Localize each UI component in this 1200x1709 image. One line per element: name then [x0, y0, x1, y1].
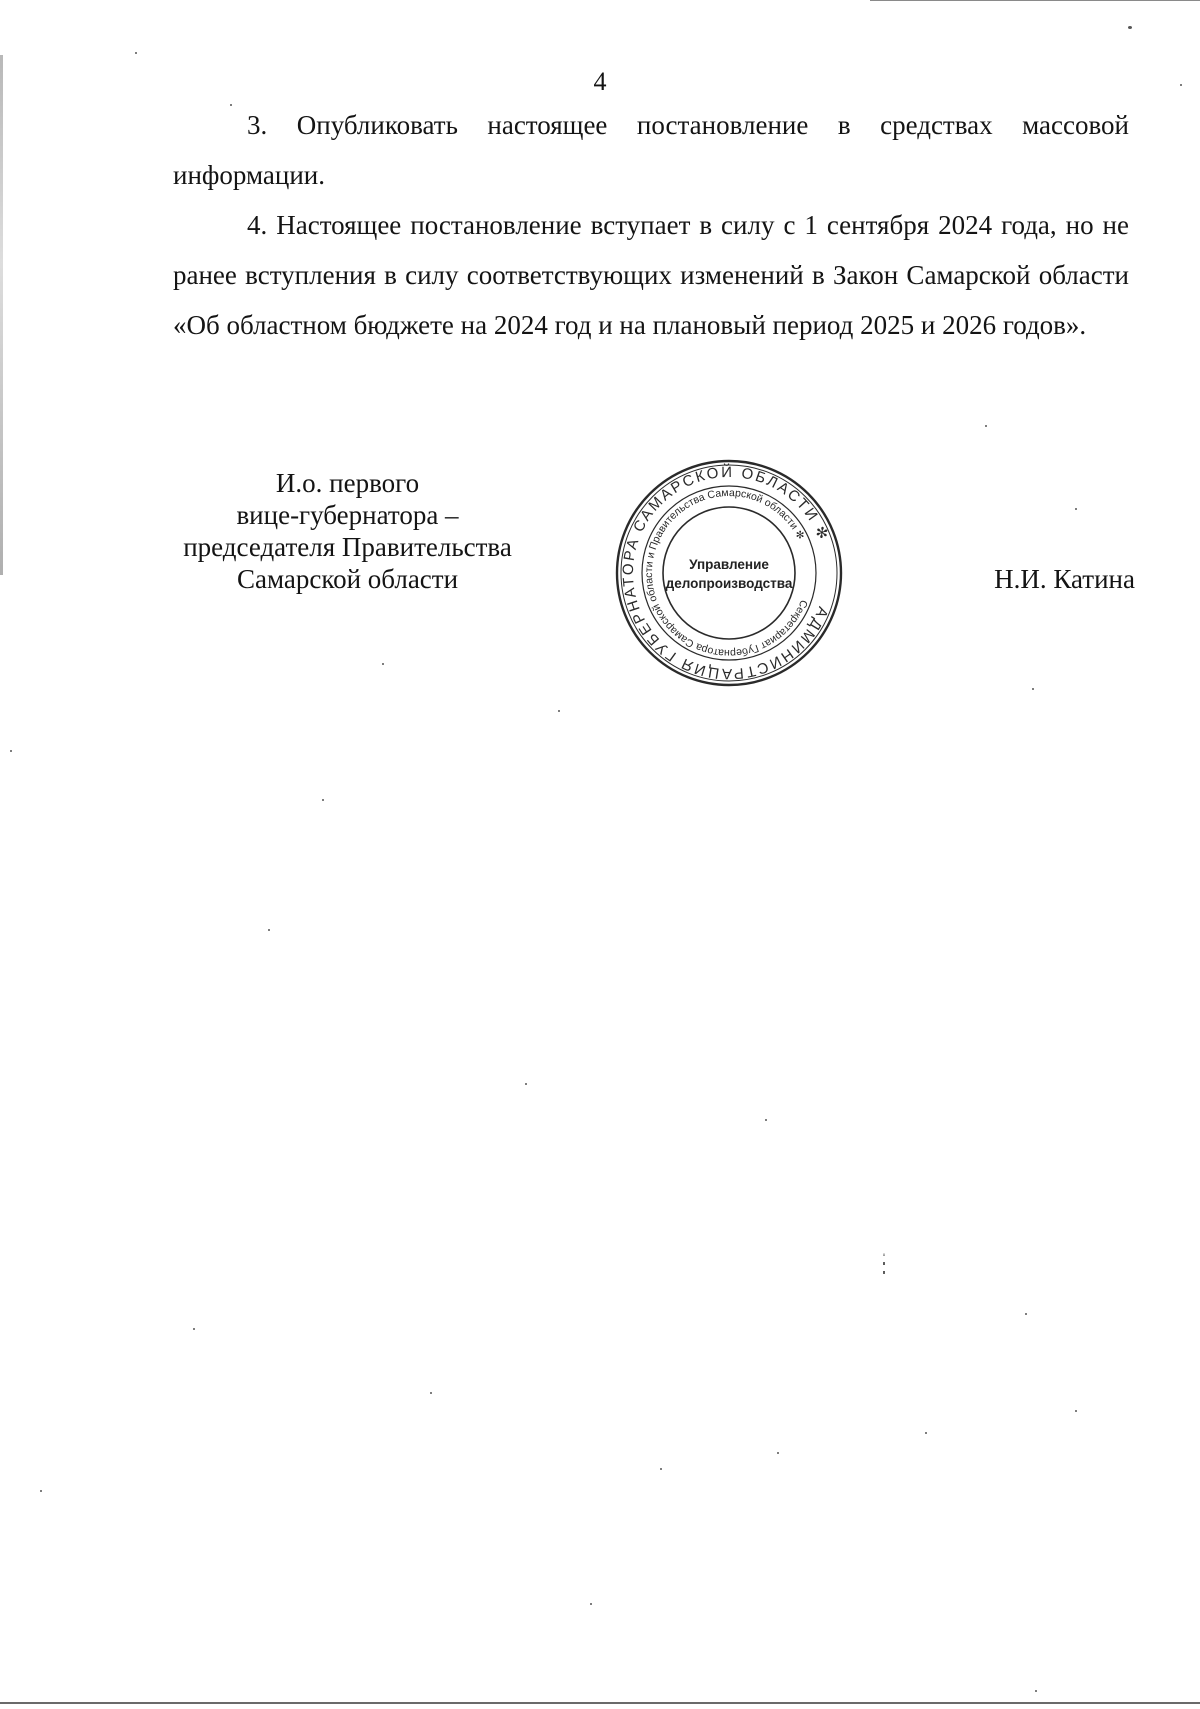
scan-speck: [322, 799, 324, 801]
scan-speck: [765, 1119, 767, 1121]
scan-speck: [135, 52, 137, 54]
scan-speck: [525, 1083, 527, 1085]
seal-outer-text-path: АДМИНИСТРАЦИЯ ГУБЕРНАТОРА САМАРСКОЙ ОБЛАСТИ ✻: [619, 463, 833, 683]
scan-speck: [10, 750, 12, 752]
seal-center-line-2: делопроизводства: [665, 576, 793, 591]
paragraph-3: 3. Опубликовать настоящее постановление в средствах массовой информации.: [173, 110, 1129, 190]
seal-inner-text-path: Секретариат Губернатора Самарской области и Правительства Самарской области ✻: [642, 486, 810, 660]
official-seal: [614, 458, 844, 688]
scan-speck: [382, 663, 384, 665]
scan-speck: [1035, 1690, 1037, 1692]
seal-inner-text: [643, 487, 810, 659]
scan-edge-bottom: [0, 1702, 1200, 1704]
scan-speck: [883, 1253, 885, 1283]
signatory-position-line: И.о. первого: [275, 468, 420, 498]
seal-inner-ring: [663, 507, 795, 639]
scan-edge-left: [0, 55, 3, 575]
scan-speck: [985, 425, 987, 427]
page-number: 4: [593, 67, 607, 96]
seal-middle-ring: [642, 486, 816, 660]
scan-speck: [1032, 688, 1034, 690]
scan-speck: [1075, 1410, 1077, 1412]
scan-speck: [1128, 26, 1132, 29]
signatory-name: Н.И. Катина: [994, 564, 1135, 594]
scan-speck: [193, 1328, 195, 1330]
signatory-position-line: председателя Правительства: [183, 532, 512, 562]
scan-speck: [1075, 508, 1077, 510]
scan-speck: [777, 1452, 779, 1454]
scan-speck: [1025, 1313, 1027, 1315]
scan-speck: [558, 710, 560, 712]
paragraph-4: 4. Настоящее постановление вступает в силу с 1 сентября 2024 года, но не ранее вступления в силу соответствующих изменений в Закон Самарской области «Об областном бюджете на 2024 год и на плановый период 2025 и 2026 годов».: [173, 210, 1129, 340]
seal-graphic: [614, 458, 844, 688]
scan-speck: [430, 1392, 432, 1394]
signatory-position-line: вице-губернатора –: [236, 500, 459, 530]
scan-speck: [925, 1432, 927, 1434]
scan-speck: [40, 1490, 42, 1492]
scan-speck: [268, 929, 270, 931]
signatory-position: [170, 467, 525, 595]
scan-edge-top: [870, 0, 1200, 1]
scan-speck: [660, 1468, 662, 1470]
seal-center-line-1: Управление: [689, 557, 769, 572]
body-text: [173, 100, 1129, 350]
scan-speck: [590, 1603, 592, 1605]
signatory-position-line: Самарской области: [236, 564, 459, 594]
